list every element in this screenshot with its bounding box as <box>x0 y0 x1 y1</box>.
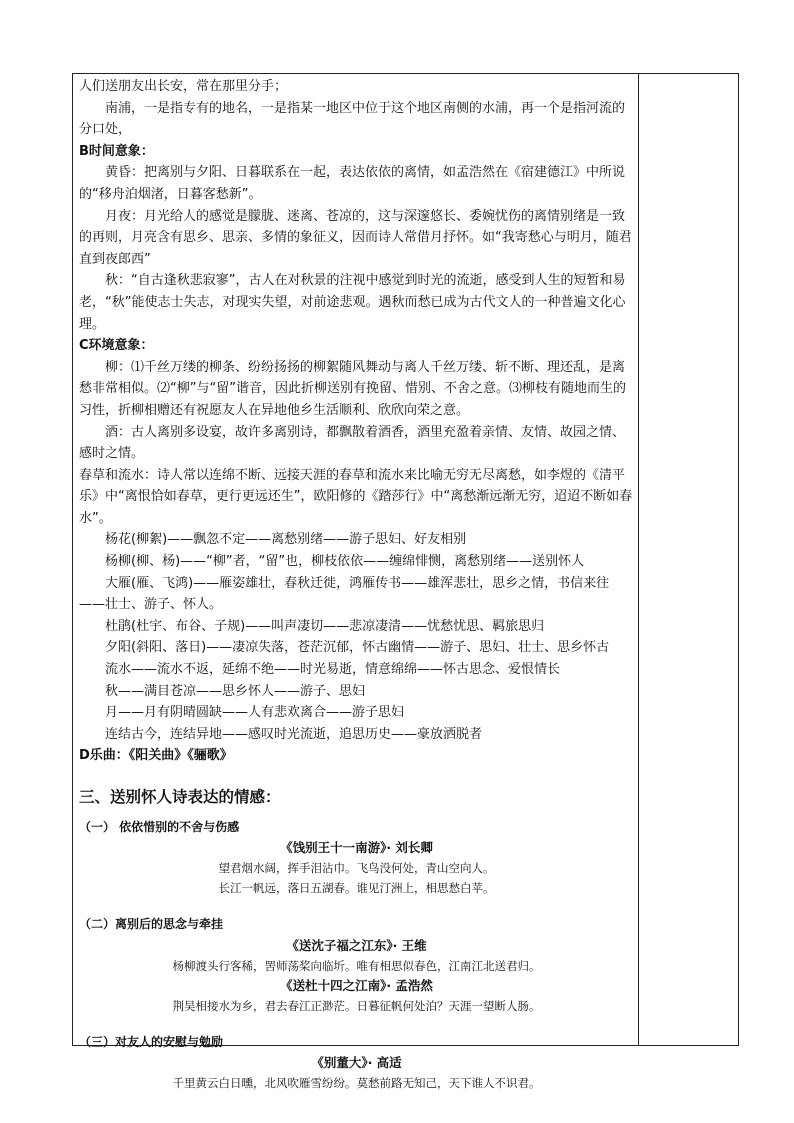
imagery-item: 流水——流水不返，延绵不绝——时光易逝，情意绵绵——怀古思念、爱恨情长 <box>105 662 561 678</box>
imagery-item: 杨花(柳絮)——飘忽不定——离愁别绪——游子思妇、好友相别 <box>105 532 467 548</box>
imagery-item: 连结古今，连结异地——感叹时光流逝，追思历史——豪放洒脱者 <box>105 726 483 742</box>
subheading-music: D乐曲：《阳关曲》《骊歌》 <box>79 748 233 764</box>
poem-line: 杨柳渡头行客稀，罟师荡桨向临圻。唯有相思似春色，江南江北送君归。 <box>172 958 541 973</box>
group-heading: （三）对友人的安慰与勉励 <box>79 1034 224 1049</box>
subheading-environment-imagery: C环境意象： <box>79 338 154 354</box>
poem-title: 《送杜十四之江南》· 孟浩然 <box>280 977 433 993</box>
imagery-item: 夕阳(斜阳、落日)——凄凉失落，苍茫沉郁，怀古幽情——游子、思妇、壮士、思乡怀古 <box>105 640 610 656</box>
paragraph-autumn: 秋：“自古逢秋悲寂寥”，古人在对秋景的注视中感觉到时光的流逝，感受到人生的短暂和易老，“秋”能使志士失志，对现实失望，对前途悲观。遇秋而愁已成为古代文人的一种普遍文化心理。 <box>79 273 626 332</box>
paragraph-nanpu: 南浦，一是指专有的地名，一是指某一地区中位于这个地区南侧的水浦，再一个是指河流的分口处， <box>79 100 626 138</box>
lesson-content <box>79 76 634 1093</box>
imagery-item: 月——月有阴晴圆缺——人有悲欢离合——游子思妇 <box>105 705 405 721</box>
paragraph-moon: 月夜：月光给人的感觉是朦胧、迷离、苍凉的，这与深邃悠长、委婉忧伤的离情别绪是一致的再则，月亮含有思乡、思亲、多情的象征义，因而诗人常借月抒怀。如“我寄愁心与明月，随君直到夜郎西” <box>79 208 632 267</box>
paragraph-willow: 柳：⑴千丝万缕的柳条、纷纷扬扬的柳絮随风舞动与离人千丝万缕、斩不断、理还乱，是离愁非常相似。⑵“柳”与“留”谐音，因此折柳送别有挽留、惜别、不舍之意。⑶柳枝有随地而生的习性，折柳相赠还有祝愿友人在异地他乡生活顺利、欣欣向荣之意。 <box>79 359 626 418</box>
imagery-item: 秋——满目苍凉——思乡怀人——游子、思妇 <box>105 683 366 699</box>
imagery-item: 大雁(雁、飞鸿)——雁姿雄壮，春秋迁徙，鸿雁传书——雄浑悲壮，思乡之情，书信来往——壮士、游子、怀人。 <box>79 575 610 613</box>
group-heading: （一） 依依惜别的不舍与伤感 <box>79 819 240 834</box>
imagery-item: 杨柳(柳、杨)——“柳”者，“留”也，柳枝依依——缠绵悱恻，离愁别绪——送别怀人 <box>105 554 585 570</box>
poem-line: 长江一帆远，落日五湖春。谁见汀洲上，相思愁白苹。 <box>218 881 495 896</box>
poem-title: 《饯别王十一南游》· 刘长卿 <box>280 840 433 856</box>
paragraph-grass-water: 春草和流水：诗人常以连绵不断、远接天涯的春草和流水来比喻无穷无尽离愁，如李煜的《清平乐》中“离恨恰如春草，更行更远还生”，欧阳修的《踏莎行》中“离愁渐远渐无穷，迢迢不断如春水”。 <box>79 467 633 526</box>
subheading-time-imagery: B时间意象： <box>79 143 154 159</box>
paragraph: 人们送朋友出长安，常在那里分手； <box>79 79 288 94</box>
poem-line: 望君烟水阔，挥手泪沾巾。飞鸟没何处，青山空向人。 <box>218 861 495 876</box>
poem-line: 千里黄云白日曛，北风吹雁雪纷纷。莫愁前路无知己，天下谁人不识君。 <box>172 1076 541 1091</box>
paragraph-wine: 酒：古人离别多设宴，故许多离别诗，都飘散着酒香，酒里充盈着亲情、友情、故园之情、感时之情。 <box>79 424 626 462</box>
poem-title: 《别董大》· 高适 <box>311 1055 402 1071</box>
paragraph-dusk: 黄昏：把离别与夕阳、日暮联系在一起，表达依依的离情，如孟浩然在《宿建德江》中所说的“移舟泊烟渚，日暮客愁新”。 <box>79 165 626 202</box>
poem-title: 《送沈子福之江东》· 王维 <box>286 937 427 953</box>
group-heading: （二）离别后的思念与牵挂 <box>79 917 224 932</box>
imagery-item: 杜鹃(杜宇、布谷、子规)——叫声凄切——悲凉凄清——忧愁忧思、羁旅思归 <box>105 618 545 634</box>
section-heading: 三、送别怀人诗表达的情感： <box>79 788 281 806</box>
poem-line: 荆吴相接水为乡，君去春江正渺茫。日暮征帆何处泊？天涯一望断人肠。 <box>172 998 541 1013</box>
table-column-divider <box>638 73 639 1046</box>
